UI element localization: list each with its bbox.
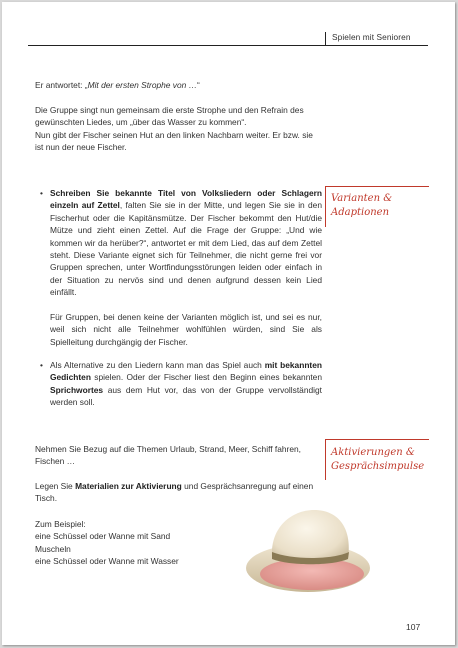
examples-heading: Zum Beispiel: — [35, 519, 86, 529]
bullet-icon: • — [40, 188, 43, 198]
answer-quote: Mit der ersten Strophe von … — [87, 80, 197, 90]
header-divider — [325, 32, 326, 46]
variants-sidebar-rule-vertical — [325, 187, 326, 227]
variant-bullet-1 — [40, 187, 322, 299]
bullet-1-bold: Schreiben Sie bekannte Titel von Volksliedern oder Schlagern einzeln auf Zettel — [50, 188, 322, 211]
activation-sidebar-title: Aktivierungen & Gesprächsimpulse — [331, 447, 425, 472]
variant-bullet-2: • Als Alternative zu den Liedern kann man das Spiel auch mit bekannten Gedichten spielen. Oder der Fischer liest den Beginn eines bekannten Sprichwortes aus dem Hut vor, das von der Gruppe vervollständigt werden soll. — [40, 360, 322, 408]
activation-sidebar-rule-vertical — [325, 440, 326, 480]
bucket-hat-image — [242, 502, 372, 597]
variant-paragraph: Für Gruppen, bei denen keine der Varianten möglich ist, und sei es nur, weil sich nicht alle Teilnehmer wohlfühlen würden, sind Sie als Spielleitung durchgängig der Fischer. — [50, 312, 322, 347]
variants-sidebar-rule-top — [325, 186, 429, 187]
page-number: 107 — [406, 622, 421, 632]
activation-sidebar-rule-top — [325, 439, 429, 440]
list-item: eine Schüssel oder Wanne mit Wasser — [35, 556, 179, 567]
list-item: eine Schüssel oder Wanne mit Sand — [35, 531, 171, 542]
activation-paragraph-1: Nehmen Sie Bezug auf die Themen Urlaub, Strand, Meer, Schiff fahren, Fischen … — [35, 444, 301, 467]
running-head: Spielen mit Senioren — [332, 32, 411, 42]
list-item: Muscheln — [35, 543, 71, 554]
bullet-icon: • — [40, 360, 43, 370]
intro-paragraph-1: Die Gruppe singt nun gemeinsam die erste Strophe und den Refrain des gewünschten Liedes, um „über das Wasser zu kommen“. — [35, 105, 304, 128]
intro-paragraph — [35, 104, 323, 154]
book-page — [2, 2, 455, 645]
fisher-answer: Er antwortet: „Mit der ersten Strophe von …“ — [35, 80, 200, 90]
activation-paragraph-2: Legen Sie Materialien zur Aktivierung und Gesprächsanregung auf einen Tisch. — [35, 481, 314, 504]
variants-sidebar-title: Varianten & Adaptionen — [331, 193, 393, 218]
examples-list — [35, 518, 235, 568]
header-rule — [28, 45, 428, 46]
bullet-1-text: , falten Sie sie in der Mitte, und legen Sie sie in den Fischerhut oder die Kapitänsmütze. Der Fischer bekommt den Hut/die Mütze und zieht einen Zettel. Auf die Frage der Gruppe: „Und wie kommen wir da herüber?“, antwortet er mit dem Lied, das auf dem Zettel steht. Diese Variante eignet sich für Teilnehmer, die nicht gerne frei vor Gruppen sprechen, unter Wortfindungsstörungen leiden oder einfach in der Situation zu nervös sind und denen aufgrund dessen kein Lied einfällt. — [50, 200, 322, 298]
intro-paragraph-2: Nun gibt der Fischer seinen Hut an den linken Nachbarn weiter. Er bzw. sie ist nun der neue Fischer. — [35, 129, 313, 153]
